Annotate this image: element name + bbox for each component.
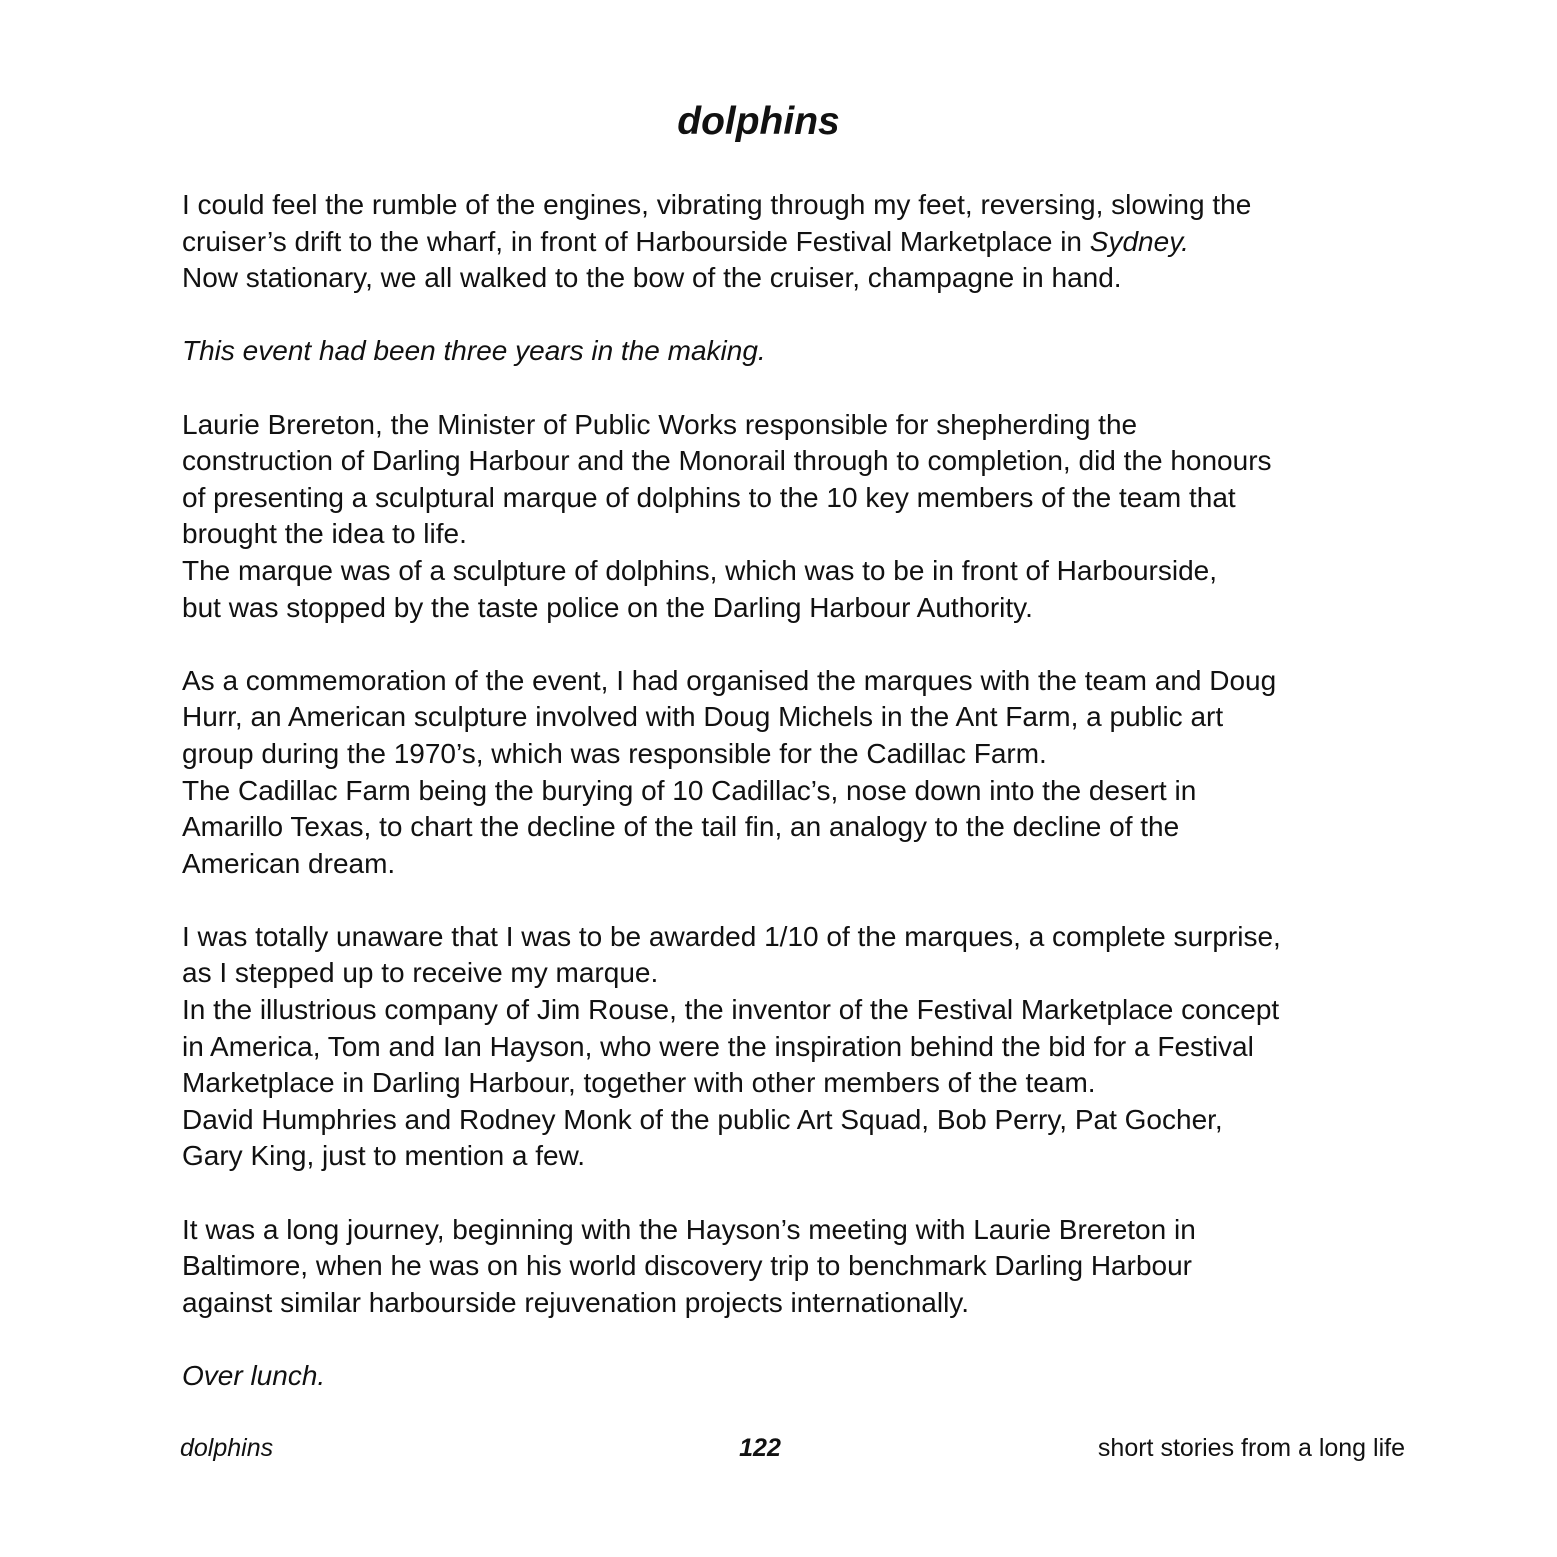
text-line: American dream. bbox=[182, 847, 396, 879]
text-line: Now stationary, we all walked to the bow of the cruiser, champagne in hand. bbox=[182, 262, 1122, 294]
text-line: As a commemoration of the event, I had organised the marques with the team and Doug bbox=[182, 664, 1277, 696]
paragraph-gap bbox=[182, 1175, 1432, 1212]
text-line: Gary King, just to mention a few. bbox=[182, 1140, 586, 1172]
text-line: This event had been three years in the making. bbox=[182, 335, 766, 367]
page-footer bbox=[0, 1434, 1557, 1468]
text-line: against similar harbourside rejuvenation projects internationally. bbox=[182, 1286, 970, 1318]
text-line: brought the idea to life. bbox=[182, 518, 467, 550]
footer-chapter-title: dolphins bbox=[180, 1434, 274, 1462]
story-body bbox=[182, 187, 1432, 1395]
paragraph-event-note bbox=[182, 333, 1432, 370]
text-line: Amarillo Texas, to chart the decline of the tail fin, an analogy to the decline of the bbox=[182, 811, 1180, 843]
paragraph-gap bbox=[182, 626, 1432, 663]
paragraph-gap bbox=[182, 370, 1432, 407]
text-line: Over lunch. bbox=[182, 1360, 326, 1391]
footer-book-title: short stories from a long life bbox=[1097, 1434, 1405, 1462]
text-line: as I stepped up to receive my marque. bbox=[182, 957, 659, 989]
text-line: The marque was of a sculpture of dolphins, which was to be in front of Harbourside, bbox=[182, 554, 1217, 586]
text-run-italic: Sydney. bbox=[1089, 225, 1189, 257]
paragraph-presentation bbox=[182, 407, 1432, 627]
text-line: construction of Darling Harbour and the Monorail through to completion, did the honours bbox=[182, 445, 1272, 477]
text-line: Marketplace in Darling Harbour, together with other members of the team. bbox=[182, 1067, 1096, 1099]
paragraph-closing bbox=[182, 1358, 1432, 1395]
paragraph-gap bbox=[182, 297, 1432, 334]
footer-page-number: 122 bbox=[739, 1434, 781, 1462]
text-line: I was totally unaware that I was to be awarded 1/10 of the marques, a complete surprise, bbox=[182, 920, 1281, 952]
text-line: of presenting a sculptural marque of dolphins to the 10 key members of the team that bbox=[182, 481, 1236, 513]
paragraph-gap bbox=[182, 882, 1432, 919]
page-title: dolphins bbox=[677, 100, 840, 143]
text-line: It was a long journey, beginning with the Hayson’s meeting with Laurie Brereton in bbox=[182, 1213, 1196, 1245]
text-line: but was stopped by the taste police on the Darling Harbour Authority. bbox=[182, 591, 1033, 623]
paragraph-gap bbox=[182, 1321, 1432, 1358]
paragraph-journey bbox=[182, 1212, 1432, 1322]
paragraph-award bbox=[182, 919, 1432, 1175]
text-line: group during the 1970’s, which was responsible for the Cadillac Farm. bbox=[182, 737, 1047, 769]
paragraph-commemoration bbox=[182, 663, 1432, 883]
text-line bbox=[182, 224, 1432, 261]
text-line: Laurie Brereton, the Minister of Public Works responsible for shepherding the bbox=[182, 408, 1138, 440]
text-line: Baltimore, when he was on his world discovery trip to benchmark Darling Harbour bbox=[182, 1250, 1192, 1282]
text-line: I could feel the rumble of the engines, vibrating through my feet, reversing, slowing the bbox=[182, 189, 1252, 220]
text-line: In the illustrious company of Jim Rouse, the inventor of the Festival Marketplace concept bbox=[182, 994, 1280, 1026]
text-run: cruiser’s drift to the wharf, in front of Harbourside Festival Marketplace in bbox=[182, 225, 1090, 257]
paragraph-arrival bbox=[182, 187, 1432, 297]
text-line: Hurr, an American sculpture involved with Doug Michels in the Ant Farm, a public art bbox=[182, 701, 1224, 733]
text-line: in America, Tom and Ian Hayson, who were the inspiration behind the bid for a Festival bbox=[182, 1030, 1254, 1062]
text-line: The Cadillac Farm being the burying of 10 Cadillac’s, nose down into the desert in bbox=[182, 774, 1197, 806]
text-line: David Humphries and Rodney Monk of the public Art Squad, Bob Perry, Pat Gocher, bbox=[182, 1103, 1223, 1135]
